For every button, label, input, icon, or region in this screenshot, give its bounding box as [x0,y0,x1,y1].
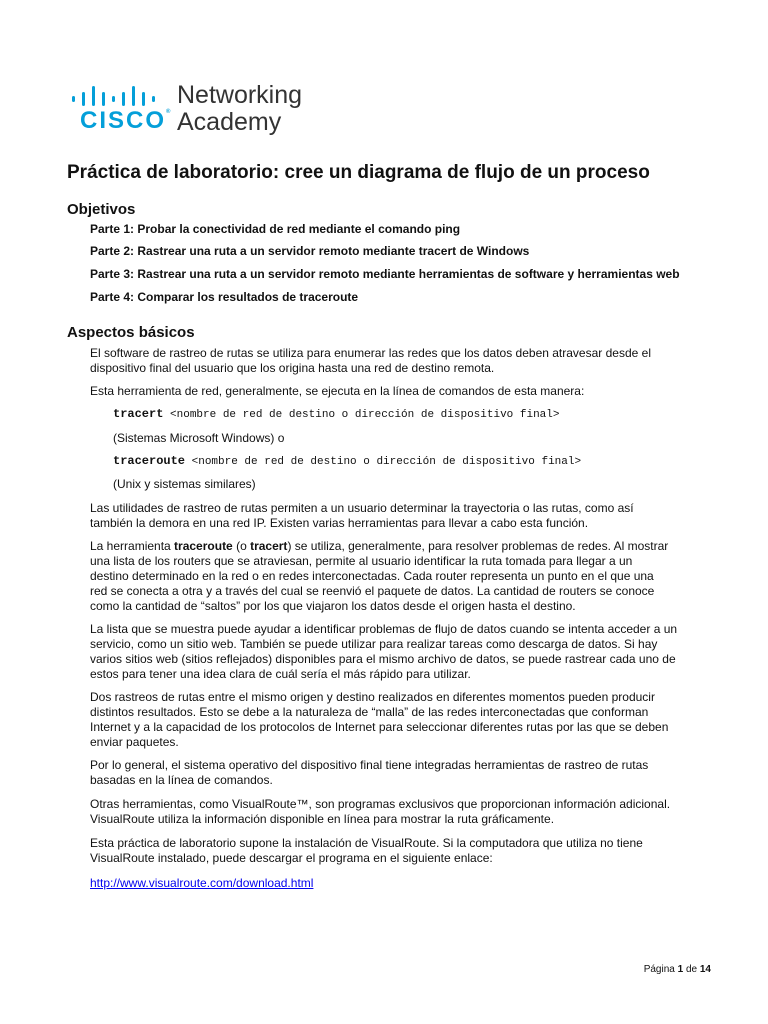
text-line: Dos rastreos de rutas entre el mismo origen y destino realizados en diferentes momentos pueden producir [90,690,655,704]
text-line: una lista de los routers que se atraviesan, permite al usuario identificar la ruta tomada para llegar a un [90,554,633,568]
text-line: también la demora en una red IP. Existen varias herramientas para llevar a cabo esta función. [90,516,589,530]
text-line [90,539,710,554]
command-argument: <nombre de red de destino o dirección de dispositivo final> [163,409,560,421]
paragraph-2 [90,384,710,399]
paragraph-1 [90,346,710,376]
command-traceroute [113,453,581,470]
text-line: VisualRoute utiliza la información disponible en línea para mostrar la ruta gráficamente. [90,812,555,826]
text-line: El software de rastreo de rutas se utiliza para enumerar las redes que los datos deben atravesar desde el [90,346,651,360]
text-line: distintos resultados. Esto se debe a la naturaleza de “malla” de las redes interconectadas que conforman [90,705,649,719]
page-footer [644,964,711,976]
text-line: Las utilidades de rastreo de rutas permiten a un usuario determinar la trayectoria o las rutas, como así [90,501,634,515]
command-tracert [113,406,560,423]
page-total: 14 [699,964,711,975]
bold-tracert: tracert [250,539,288,553]
text-line: destino determinado en la red o en redes interconectadas. Cada router representa un punto en el que una [90,569,654,583]
basics-heading: Aspectos básicos [67,324,195,341]
objectives-heading: Objetivos [67,201,136,218]
objective-item-2: Parte 2: Rastrear una ruta a un servidor remoto mediante tracert de Windows [90,244,530,258]
text-line: Esta práctica de laboratorio supone la instalación de VisualRoute. Si la computadora que utiliza no tiene [90,836,643,850]
page-title: Práctica de laboratorio: cree un diagrama de flujo de un proceso [67,162,650,183]
text-line: varios sitios web (sitios reflejados) disponibles para el mismo archivo de datos, se puede rastrear cada uno de [90,652,676,666]
objective-item-3: Parte 3: Rastrear una ruta a un servidor remoto mediante herramientas de software y herramientas web [90,267,680,281]
text-line: Esta herramienta de red, generalmente, se ejecuta en la línea de comandos de esta manera: [90,384,585,398]
text-line: VisualRoute instalado, puede descargar el programa en el siguiente enlace: [90,851,493,865]
page-number: 1 [677,964,684,975]
cisco-networking-academy-logo [72,82,332,138]
command-argument: <nombre de red de destino o dirección de dispositivo final> [185,456,582,468]
objective-item-1: Parte 1: Probar la conectividad de red mediante el comando ping [90,222,461,236]
paragraph-4 [90,539,710,614]
text-span: La herramienta [90,539,175,553]
text-span: ) se utiliza, generalmente, para resolver problemas de redes. Al mostrar [287,539,669,553]
logo-title [177,82,302,136]
cisco-bars-icon [72,86,168,106]
text-line: Internet y a la capacidad de los protocolos de Internet para seleccionar diferentes rutas por las que se deben [90,720,669,734]
paragraph-5 [90,622,710,682]
page-of: de [685,964,698,975]
note-unix: (Unix y sistemas similares) [113,477,256,491]
command-keyword: tracert [113,407,164,421]
text-line: estos para tener una idea clara de cuál sería el más rápido para utilizar. [90,667,471,681]
paragraph-6 [90,690,710,750]
paragraph-3 [90,501,710,531]
text-line: enviar paquetes. [90,735,179,749]
paragraph-8 [90,797,710,827]
text-line: servicio, como un sitio web. También se puede utilizar para realizar tareas como descarga de datos. Si hay [90,637,658,651]
text-line: dispositivo final del usuario que los origina hasta una red de destino remota. [90,361,495,375]
logo-line-2: Academy [177,108,282,136]
text-line: red se conecta a otra y a través del cual se reenvió el paquete de datos. La cantidad de routers se conoce [90,584,655,598]
logo-line-1: Networking [177,81,303,109]
cisco-wordmark: CISCO® [80,107,171,134]
command-keyword: traceroute [113,454,186,468]
visualroute-download-link[interactable]: http://www.visualroute.com/download.html [90,876,314,890]
note-windows: (Sistemas Microsoft Windows) o [113,431,285,445]
page-label: Página [643,964,675,975]
text-span: (o [232,539,251,553]
text-line: basadas en la línea de comandos. [90,773,273,787]
paragraph-7 [90,758,710,788]
text-line: Por lo general, el sistema operativo del dispositivo final tiene integradas herramientas de rastreo de rutas [90,758,649,772]
bold-traceroute: traceroute [174,539,233,553]
text-line: como la cantidad de “saltos” por los que viajaron los datos desde el origen hasta el destino. [90,599,576,613]
text-line: Otras herramientas, como VisualRoute™, son programas exclusivos que proporcionan información adicional. [90,797,671,811]
text-line: La lista que se muestra puede ayudar a identificar problemas de flujo de datos cuando se intenta acceder a un [90,622,678,636]
objective-item-4: Parte 4: Comparar los resultados de traceroute [90,290,359,304]
paragraph-9 [90,836,710,866]
